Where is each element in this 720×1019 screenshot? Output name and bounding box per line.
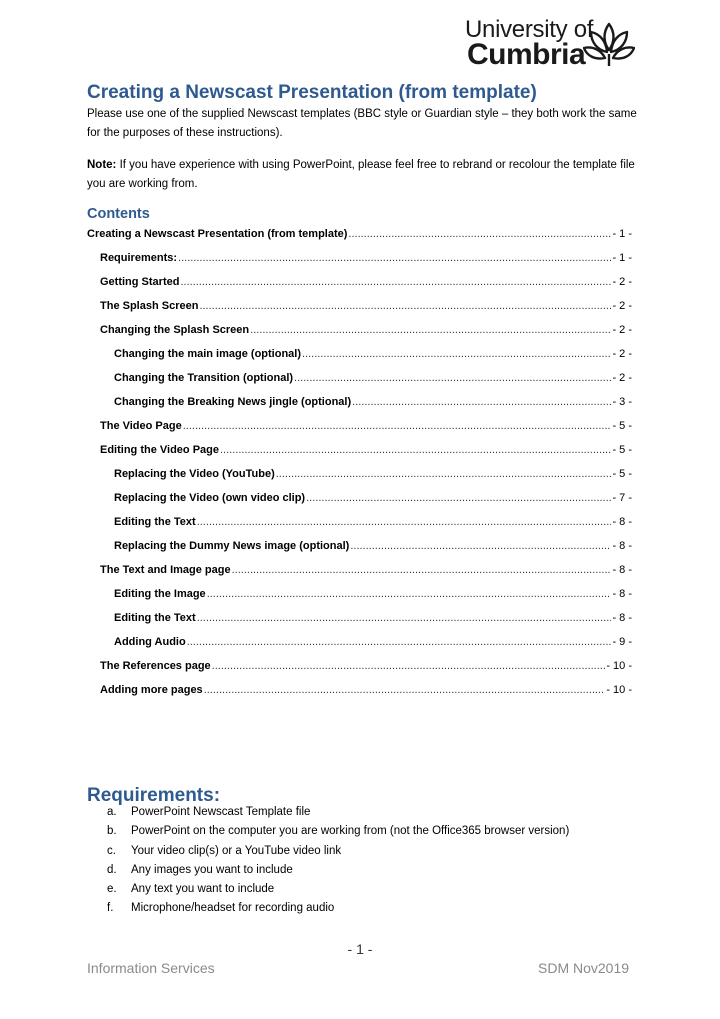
toc-entry-page: - 2 - [612, 300, 632, 312]
toc-entry-title: The Text and Image page [100, 564, 231, 576]
toc-entry[interactable] [100, 684, 632, 696]
toc-entry-page: - 5 - [612, 468, 632, 480]
requirement-text: Your video clip(s) or a YouTube video link [131, 844, 342, 857]
requirement-text: PowerPoint Newscast Template file [131, 806, 311, 818]
toc-entry-page: - 8 - [612, 540, 632, 552]
toc-leader-dots [207, 588, 612, 600]
toc-entry-title: Changing the Splash Screen [100, 324, 250, 336]
toc-entry[interactable] [100, 660, 632, 672]
note-text: If you have experience with using PowerPoint, please feel free to rebrand or recolour the template file you are working from. [87, 159, 635, 190]
toc-leader-dots [250, 324, 611, 336]
toc-entry[interactable] [100, 444, 632, 456]
logo-line2: Cumbria [467, 38, 586, 71]
toc-leader-dots [232, 564, 612, 576]
requirement-item [107, 822, 569, 841]
toc-entry[interactable] [114, 372, 632, 384]
toc-leader-dots [276, 468, 612, 480]
requirement-item [107, 880, 569, 899]
leaf-logo-icon [583, 20, 635, 68]
university-logo [465, 14, 635, 70]
toc-entry-title: Changing the Transition (optional) [114, 372, 294, 384]
toc-entry-title: Replacing the Dummy News image (optional) [114, 540, 350, 552]
toc-entry-title: The References page [100, 660, 211, 672]
toc-entry[interactable] [114, 636, 632, 648]
toc-entry-page: - 8 - [612, 516, 632, 528]
toc-entry[interactable] [114, 540, 632, 552]
toc-entry[interactable] [114, 396, 632, 408]
toc-entry-page: - 2 - [612, 372, 632, 384]
toc-entry[interactable] [114, 612, 632, 624]
toc-leader-dots [204, 684, 606, 696]
toc-entry-page: - 10 - [606, 660, 632, 672]
toc-leader-dots [306, 492, 611, 504]
toc-leader-dots [199, 300, 611, 312]
toc-entry-title: Requirements: [100, 252, 178, 264]
requirement-item [107, 803, 569, 822]
toc-entry[interactable] [100, 300, 632, 312]
toc-entry-title: Editing the Text [114, 516, 196, 528]
toc-entry[interactable] [87, 228, 632, 240]
toc-entry-title: Getting Started [100, 276, 180, 288]
toc-entry-page: - 9 - [612, 636, 632, 648]
toc-leader-dots [212, 660, 606, 672]
toc-entry[interactable] [114, 516, 632, 528]
document-title: Creating a Newscast Presentation (from template) [87, 82, 537, 103]
toc-entry-title: Changing the main image (optional) [114, 348, 301, 360]
toc-entry-page: - 8 - [612, 612, 632, 624]
toc-leader-dots [197, 612, 612, 624]
toc-entry[interactable] [100, 420, 632, 432]
toc-entry[interactable] [100, 276, 632, 288]
requirement-item [107, 861, 569, 880]
toc-leader-dots [178, 252, 611, 264]
toc-entry-page: - 5 - [612, 444, 632, 456]
note-paragraph [87, 156, 647, 194]
toc-entry-page: - 10 - [606, 684, 632, 696]
toc-entry-page: - 7 - [612, 492, 632, 504]
requirement-text: PowerPoint on the computer you are working from (not the Office365 browser version) [131, 825, 570, 838]
requirement-text: Any images you want to include [131, 863, 293, 876]
intro-paragraph: Please use one of the supplied Newscast templates (BBC style or Guardian style – they both work the same for the purposes of these instructions). [87, 108, 637, 139]
requirement-item [107, 899, 569, 918]
toc-entry[interactable] [114, 492, 632, 504]
toc-entry-title: Editing the Video Page [100, 444, 219, 456]
toc-entry[interactable] [100, 324, 632, 336]
toc-entry-page: - 2 - [612, 348, 632, 360]
requirements-heading: Requirements: [87, 785, 221, 806]
requirements-list [107, 803, 569, 919]
toc-leader-dots [348, 228, 611, 240]
requirement-letter: f. [107, 902, 114, 915]
requirement-text: Any text you want to include [131, 883, 275, 896]
toc-entry[interactable] [114, 468, 632, 480]
toc-entry-page: - 1 - [612, 228, 632, 240]
toc-entry-page: - 2 - [612, 324, 632, 336]
toc-entry-title: Replacing the Video (own video clip) [114, 492, 306, 504]
toc-leader-dots [294, 372, 611, 384]
toc-entry-title: Creating a Newscast Presentation (from template) [87, 228, 348, 240]
toc-entry[interactable] [100, 252, 632, 264]
toc-entry-title: Editing the Text [114, 612, 196, 624]
toc-entry-title: Adding more pages [100, 684, 203, 696]
toc-entry-title: Editing the Image [114, 588, 206, 600]
toc-entry-page: - 8 - [612, 564, 632, 576]
requirement-letter: c. [107, 844, 116, 857]
requirement-letter: b. [107, 825, 117, 838]
contents-heading: Contents [87, 206, 150, 222]
toc-entry-title: Adding Audio [114, 636, 186, 648]
footer-department: Information Services [87, 960, 215, 976]
toc-leader-dots [187, 636, 612, 648]
toc-entry-page: - 5 - [612, 420, 632, 432]
toc-entry[interactable] [100, 564, 632, 576]
toc-entry-page: - 3 - [612, 396, 632, 408]
footer-author-date: SDM Nov2019 [538, 960, 630, 976]
logo-line1: University of [465, 16, 594, 43]
toc-leader-dots [302, 348, 611, 360]
toc-leader-dots [180, 276, 611, 288]
toc-entry-page: - 8 - [612, 588, 632, 600]
footer-page-number: - 1 - [347, 941, 373, 957]
toc-entry-title: The Video Page [100, 420, 182, 432]
toc-entry-page: - 2 - [612, 276, 632, 288]
toc-entry-title: Changing the Breaking News jingle (optional) [114, 396, 352, 408]
requirement-letter: e. [107, 883, 117, 896]
toc-entry-title: Replacing the Video (YouTube) [114, 468, 275, 480]
requirement-text: Microphone/headset for recording audio [131, 902, 335, 915]
toc-leader-dots [197, 516, 612, 528]
toc-leader-dots [352, 396, 611, 408]
requirement-letter: d. [107, 863, 117, 876]
note-label: Note: [87, 159, 117, 171]
toc-leader-dots [220, 444, 611, 456]
toc-entry[interactable] [114, 588, 632, 600]
toc-entry-page: - 1 - [612, 252, 632, 264]
toc-leader-dots [183, 420, 612, 432]
toc-leader-dots [350, 540, 611, 552]
requirement-item [107, 842, 569, 861]
toc-entry-title: The Splash Screen [100, 300, 199, 312]
requirement-letter: a. [107, 806, 117, 818]
toc-entry[interactable] [114, 348, 632, 360]
